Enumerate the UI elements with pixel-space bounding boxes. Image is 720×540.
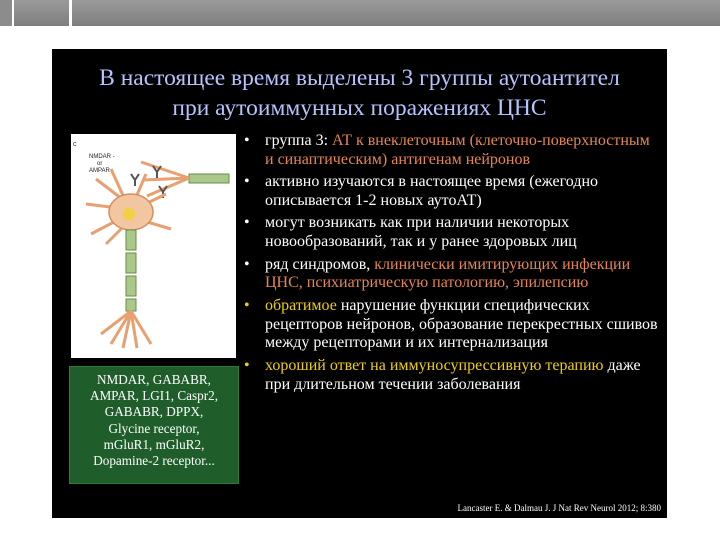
- bullet-text: нарушение функции специфических рецепторов нейронов, образование перекрестных сшивов между рецепторами и их интернализация: [265, 296, 658, 352]
- receptor-line: AMPAR, LGI1, Caspr2,: [89, 388, 219, 404]
- bullet-highlight: АТ к внеклеточным (клеточно-поверхностным и синаптическим) антигенам нейронов: [265, 132, 650, 168]
- neuron-figure: [71, 134, 236, 358]
- receptor-line: Glycine receptor,: [108, 420, 200, 436]
- bullet-item: [241, 132, 661, 170]
- bullet-text: ряд синдромов,: [265, 255, 375, 273]
- bullet-highlight: обратимое: [265, 296, 337, 314]
- myelin-segment: [126, 276, 136, 296]
- bullet-list: [241, 132, 661, 398]
- bullet-dot: •: [244, 173, 250, 191]
- bullet-item: [241, 173, 661, 211]
- bullet-dot: •: [244, 132, 250, 149]
- top-bar-segment: [0, 0, 14, 26]
- receptor-label-3: AMPAR: [89, 168, 110, 174]
- bullet-text: могут возникать как при наличии некоторых новообразований, так и у ранее здоровых лиц: [265, 214, 577, 251]
- bullet-item: [241, 297, 661, 353]
- myelin-segment: [126, 299, 136, 311]
- citation: Lancaster E. & Dalmau J. J Nat Rev Neurol 2012; 8:380: [457, 503, 661, 513]
- bullet-dot: •: [244, 255, 250, 273]
- myelin-segment: [126, 230, 136, 250]
- receptor-line: NMDAR, GABABR,: [97, 372, 211, 387]
- bullet-dot: •: [244, 356, 250, 374]
- figure-panel-label: c: [73, 141, 77, 148]
- receptor-label-2: or: [97, 161, 103, 167]
- receptor-line: GABABR, DPPX,: [104, 404, 204, 420]
- bullet-dot: •: [244, 296, 250, 314]
- top-bar-divider: [69, 0, 72, 26]
- slide-title: [52, 63, 667, 123]
- bullet-text: даже при длительном течении заболевания: [265, 356, 641, 393]
- neuron-nucleus: [123, 208, 135, 220]
- receptor-line: Dopamine-2 receptor...: [93, 453, 215, 469]
- slide: [52, 49, 667, 518]
- receptor-line: mGluR1, mGluR2,: [103, 436, 205, 452]
- bullet-highlight: клинически имитирующих инфекции ЦНС, психиатрическую патологию, эпилепсию: [265, 255, 631, 292]
- bullet-item: [241, 256, 661, 294]
- bullet-item: [241, 357, 661, 395]
- bullet-item: [241, 214, 661, 252]
- title-line-2: при аутоиммунных поражениях ЦНС: [172, 95, 547, 121]
- antibody-icon: [131, 174, 139, 186]
- axon-branch: [141, 162, 189, 178]
- presynaptic-axon: [189, 174, 229, 183]
- bullet-text: группа 3:: [265, 132, 333, 149]
- receptor-list-box: [69, 366, 239, 484]
- title-line-1: В настоящее время выделены 3 группы аутоантител: [99, 65, 620, 91]
- top-bar: [0, 0, 720, 26]
- myelin-segment: [126, 253, 136, 273]
- receptor-label-1: NMDAR -: [89, 154, 115, 160]
- bullet-text: активно изучаются в настоящее время (ежегодно описывается 1-2 новых аутоАТ): [265, 173, 599, 209]
- bullet-dot: •: [244, 214, 250, 232]
- bullet-highlight: хороший ответ на иммуносупрессивную терапию: [265, 356, 604, 374]
- neuron-illustration: [71, 134, 236, 358]
- axon-terminals: [101, 311, 151, 348]
